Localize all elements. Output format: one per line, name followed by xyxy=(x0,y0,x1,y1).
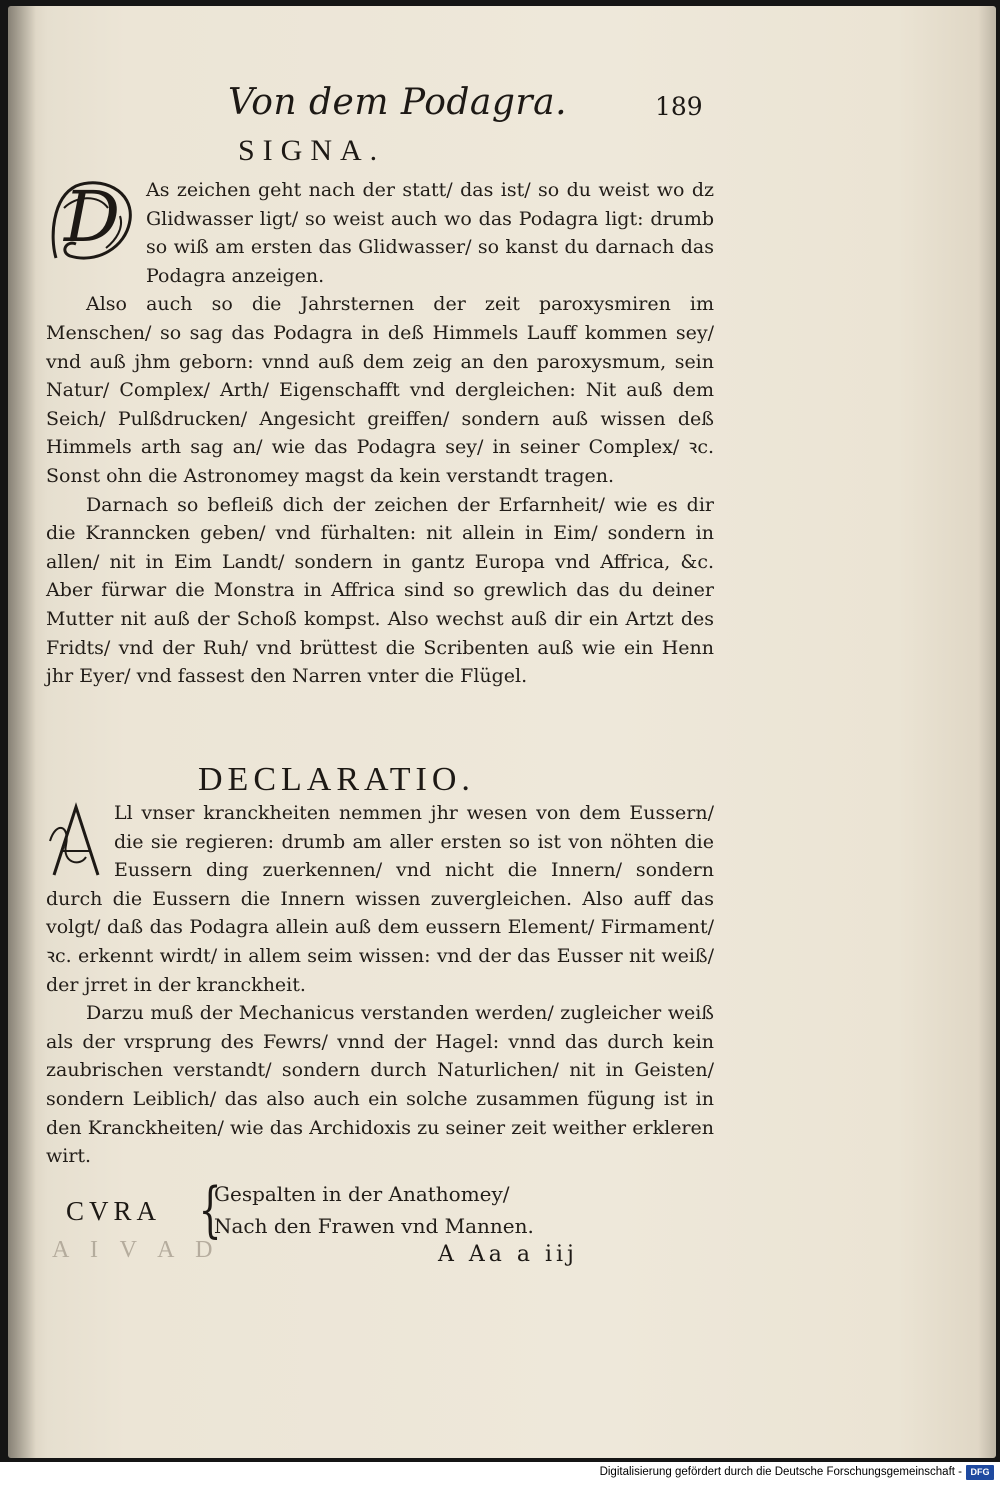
faint-show-through-text: A I V A D xyxy=(52,1237,221,1263)
dfg-logo-icon: DFG xyxy=(966,1465,994,1480)
cura-line-1: Gespalten in der Anathomey/ xyxy=(214,1182,510,1206)
section-heading-signa: SIGNA. xyxy=(238,134,386,167)
section-heading-declaratio: DECLARATIO. xyxy=(198,761,475,798)
paragraph-text: As zeichen geht nach der statt/ das ist/ so du weist wo dz Glidwasser ligt/ so weist auch wo das Podagra ligt: drumb so wiß am ersten das Glidwasser/ so kanst du darnach das Podagra anzeigen. xyxy=(146,179,714,287)
cura-label: CVRA xyxy=(66,1196,162,1226)
section-signa xyxy=(46,176,714,691)
page-number: 189 xyxy=(655,92,703,121)
section-declaratio xyxy=(46,799,714,1171)
paragraph: Darnach so befleiß dich der zeichen der Erfarnheit/ wie es dir die Kranncken geben/ vnd fürhalten: nit allein in Eim/ sondern in allen/ nit in Eim Landt/ sondern in gantz Europa vnd Affrica, &c. Aber fürwar die Monstra in Affrica sind so grewlich das du deiner Mutter nit auß der Schoß kompst. Also wechst auß dir ein Artzt des Fridts/ vnd der Ruh/ vnd brüttest die Scribenten auß wie ein Henn jhr Eyer/ vnd fassest den Narren vnter die Flügel. xyxy=(46,493,714,688)
book-page xyxy=(8,6,996,1458)
paragraph: Darzu muß der Mechanicus verstanden werden/ zugleicher weiß als der vrsprung des Fewrs/ vnnd der Hagel: vnnd das durch kein zaubrischen verstandt/ sondern durch Naturlichen/ nit in Geisten/ sondern Leiblich/ das also auch ein solche zusammen fügung ist in den Kranckheiten/ wie das Archidoxis zu seiner zeit weither erkleren wirt. xyxy=(46,1002,714,1168)
footer-bar xyxy=(0,1462,1000,1485)
paragraph-text: Ll vnser kranckheiten nemmen jhr wesen von dem Eussern/ die sie regieren: drumb am aller ersten so ist von nöhten die Eussern ding zuerkennen/ vnd nicht die Innern/ sondern durch die Eussern die Innern wissen zuvergleichen. Also auff das volgt/ daß das Podagra allein auß dem eussern Element/ Firmament/ ꝛc. erkennt wirdt/ in allem seim wissen: vnd der das Eusser nit weiß/ der jrret in der kranckheit. xyxy=(46,802,714,996)
running-title: Von dem Podagra. xyxy=(228,82,568,123)
gutter-shadow xyxy=(8,6,36,1458)
brace: { xyxy=(198,1175,222,1245)
signature-mark: A Aa a iij xyxy=(438,1242,578,1267)
decorated-initial xyxy=(46,178,138,266)
initial-letter: D xyxy=(64,176,121,258)
cura-line-2: Nach den Frawen vnd Mannen. xyxy=(214,1214,534,1238)
paragraph-with-dropcap xyxy=(46,799,714,999)
decorated-initial xyxy=(46,801,106,881)
paragraph: Also auch so die Jahrsternen der zeit paroxysmiren im Menschen/ so sag das Podagra in deß Himmels Lauff kommen sey/ vnd auß jhm geborn: vnnd auß dem zeig an den paroxysmum, sein Natur/ Complex/ Arth/ Eigenschafft vnd dergleichen: Nit auß dem Seich/ Pulßdrucken/ Angesicht greiffen/ sondern auß wissen deß Himmels arth sag an/ wie das Podagra sey/ in seiner Complex/ ꝛc. Sonst ohn die Astronomey magst da kein verstandt tragen. xyxy=(46,293,714,487)
page-header xyxy=(8,68,996,128)
paragraph-with-dropcap xyxy=(46,176,714,290)
page-edge xyxy=(978,6,996,1458)
funding-credit: Digitalisierung gefördert durch die Deutsche Forschungsgemeinschaft - xyxy=(599,1466,962,1478)
